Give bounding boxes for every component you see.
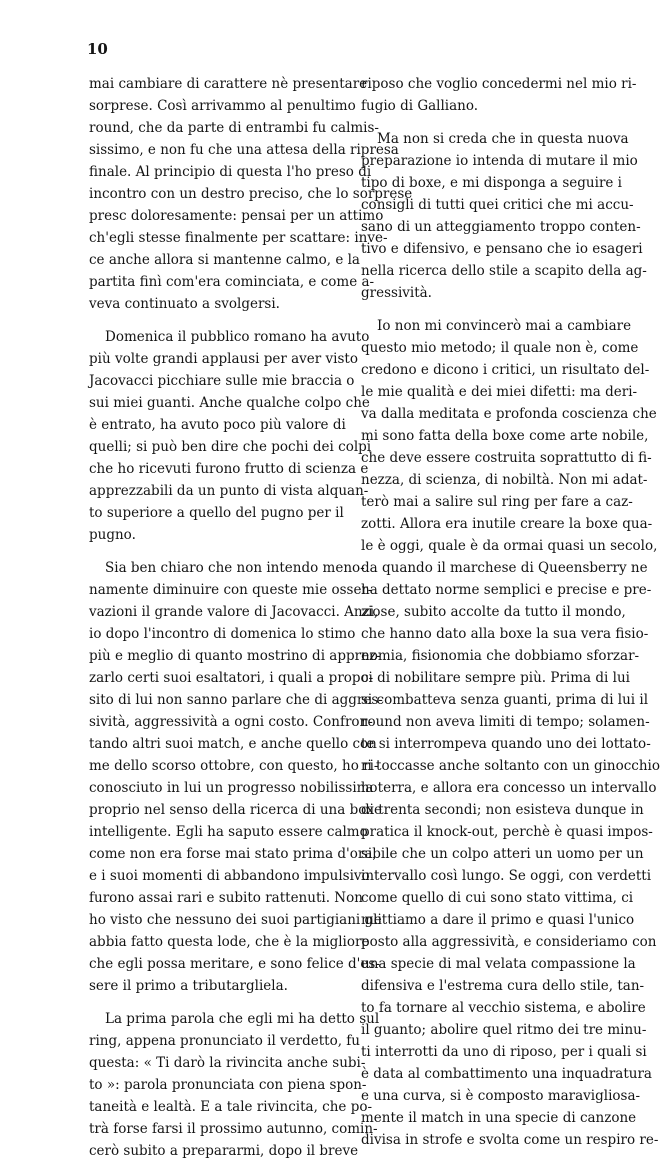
text-line: ho visto che nessuno dei suoi partigiani gli <box>89 912 382 928</box>
text-line: posto alla aggressività, e consideriamo con <box>361 934 657 950</box>
text-line: tando altri suoi match, e anche quello con <box>89 736 377 752</box>
text-line: pugno. <box>89 527 136 543</box>
text-line: intervallo così lungo. Se oggi, con verdetti <box>361 868 652 884</box>
text-line: sito di lui non sanno parlare che di aggres- <box>89 692 383 708</box>
text-line: come non era forse mai stato prima d'ora, <box>89 846 377 862</box>
text-line: finale. Al principio di questa l'ho preso di <box>89 164 372 180</box>
text-line: e i suoi momenti di abbandono impulsivo <box>89 868 370 884</box>
text-line: più volte grandi applausi per aver visto <box>89 351 358 367</box>
text-line: Domenica il pubblico romano ha avuto <box>105 329 370 345</box>
text-line: partita finì com'era cominciata, e come a- <box>89 274 375 290</box>
paragraph-gap <box>89 546 343 557</box>
text-line: ce anche allora si mantenne calmo, e la <box>89 252 360 268</box>
text-line: credono e dicono i critici, un risultato del- <box>361 362 650 378</box>
text-line: conosciuto in lui un progresso nobilissimo <box>89 780 378 796</box>
text-line: quelli; si può ben dire che pochi dei colpi <box>89 439 372 455</box>
text-line: sere il primo a tributargliela. <box>89 978 288 994</box>
text-line: cerò subito a prepararmi, dopo il breve <box>89 1143 359 1159</box>
text-line: apprezzabili da un punto di vista alquan- <box>89 483 369 499</box>
text-line: preparazione io intenda di mutare il mio <box>361 153 638 169</box>
text-line: to »: parola pronunciata con piena spon- <box>89 1077 367 1093</box>
text-line: più e meglio di quanto mostrino di apprez- <box>89 648 381 664</box>
paragraph-gap <box>361 304 617 315</box>
text-line: ti interrotti da uno di riposo, per i quali si <box>361 1044 647 1060</box>
text-line: una specie di mal velata compassione la <box>361 956 636 972</box>
text-line: veva continuato a svolgersi. <box>89 296 280 312</box>
text-line: Io non mi convincerò mai a cambiare <box>377 318 632 334</box>
text-line: me dello scorso ottobre, con questo, ho ri- <box>89 758 379 774</box>
text-line: si combatteva senza guanti, prima di lui il <box>361 692 649 708</box>
text-line: to fa tornare al vecchio sistema, e abolire <box>361 1000 646 1016</box>
text-line: ha dettato norme semplici e precise e pre- <box>361 582 652 598</box>
page-number: 10 <box>87 40 108 58</box>
text-line: zarlo certi suoi esaltatori, i quali a propo- <box>89 670 374 686</box>
text-line: pratica il knock-out, perchè è quasi impos- <box>361 824 653 840</box>
text-line: sano di un atteggiamento troppo conten- <box>361 219 641 235</box>
text-line: tivo e difensivo, e pensano che io esageri <box>361 241 643 257</box>
text-line: zotti. Allora era inutile creare la boxe qua- <box>361 516 653 532</box>
text-line: sività, aggressività a ogni costo. Confron- <box>89 714 373 730</box>
text-line: fugio di Galliano. <box>361 98 479 114</box>
text-line: to superiore a quello del pugno per il <box>89 505 344 521</box>
text-line: Jacovacci picchiare sulle mie braccia o <box>89 373 355 389</box>
paragraph <box>89 557 383 997</box>
text-line: sibile che un colpo atteri un uomo per un <box>361 846 644 862</box>
paragraph <box>89 1008 380 1162</box>
text-line: vazioni il grande valore di Jacovacci. Anzi, <box>89 604 379 620</box>
text-line: La prima parola che egli mi ha detto sul <box>105 1011 380 1027</box>
text-line: da quando il marchese di Queensberry ne <box>361 560 648 576</box>
text-line: trà forse farsi il prossimo autunno, comin- <box>89 1121 378 1137</box>
text-line: terò mai a salire sul ring per fare a caz- <box>361 494 633 510</box>
text-line: mi sono fatta della boxe come arte nobile, <box>361 428 649 444</box>
text-line: sorprese. Così arrivammo al penultimo <box>89 98 356 114</box>
text-line: tipo di boxe, e mi disponga a seguire i <box>361 175 622 191</box>
text-line: nella ricerca dello stile a scapito della ag- <box>361 263 647 279</box>
text-line: la terra, e allora era concesso un intervallo <box>361 780 657 796</box>
text-line: intelligente. Egli ha saputo essere calmo <box>89 824 368 840</box>
text-line: ci di nobilitare sempre più. Prima di lui <box>361 670 630 686</box>
text-line: ring, appena pronunciato il verdetto, fu <box>89 1033 361 1049</box>
paragraph-gap <box>89 997 343 1008</box>
text-line: va dalla meditata e profonda coscienza che <box>361 406 657 422</box>
text-line: che ho ricevuti furono frutto di scienza e <box>89 461 369 477</box>
text-line: presc doloresamente: pensai per un attimo <box>89 208 384 224</box>
paragraph <box>361 315 660 1151</box>
text-line: le mie qualità e dei miei difetti: ma deri- <box>361 384 638 400</box>
text-line: round non aveva limiti di tempo; solamen- <box>361 714 650 730</box>
text-line: divisa in strofe e svolta come un respiro re- <box>361 1132 659 1148</box>
text-line: che egli possa meritare, e sono felice d'es- <box>89 956 380 972</box>
text-line: mettiamo a dare il primo e quasi l'unico <box>361 912 635 928</box>
text-line: questo mio metodo; il quale non è, come <box>361 340 639 356</box>
text-line: di trenta secondi; non esisteva dunque in <box>361 802 644 818</box>
text-line: come quello di cui sono stato vittima, ci <box>361 890 634 906</box>
text-line: taneità e lealtà. E a tale rivincita, che po- <box>89 1099 373 1115</box>
text-line: è data al combattimento una inquadratura <box>361 1066 652 1082</box>
text-line: nezza, di scienza, di nobiltà. Non mi adat- <box>361 472 648 488</box>
text-line: nomia, fisionomia che dobbiamo sforzar- <box>361 648 640 664</box>
text-line: che deve essere costruita soprattutto di fi- <box>361 450 652 466</box>
text-line: te si interrompeva quando uno dei lottato- <box>361 736 651 752</box>
text-line: abbia fatto questa lode, che è la migliore <box>89 934 370 950</box>
text-line: consigli di tutti quei critici che mi accu- <box>361 197 634 213</box>
paragraph <box>361 73 637 117</box>
text-line: proprio nel senso della ricerca di una boxe <box>89 802 382 818</box>
text-line: mente il match in una specie di canzone <box>361 1110 637 1126</box>
text-line: mai cambiare di carattere nè presentare <box>89 76 368 92</box>
text-line: questa: « Ti darò la rivincita anche subi- <box>89 1055 366 1071</box>
text-line: le è oggi, quale è da ormai quasi un secolo, <box>361 538 658 554</box>
text-line: ri toccasse anche soltanto con un ginocchio <box>361 758 660 774</box>
text-line: furono assai rari e subito rattenuti. Non <box>89 890 363 906</box>
text-line: Ma non si creda che in questa nuova <box>377 131 629 147</box>
text-line: che hanno dato alla boxe la sua vera fisio- <box>361 626 649 642</box>
text-line: ziose, subito accolte da tutto il mondo, <box>361 604 626 620</box>
text-line: sissimo, e non fu che una attesa della ripresa <box>89 142 399 158</box>
paragraph <box>361 128 647 304</box>
text-line: gressività. <box>361 285 432 301</box>
text-line: riposo che voglio concedermi nel mio ri- <box>361 76 637 92</box>
text-line: e una curva, si è composto maravigliosa- <box>361 1088 641 1104</box>
paragraph <box>89 326 372 546</box>
text-line: difensiva e l'estrema cura dello stile, tan- <box>361 978 645 994</box>
text-line: è entrato, ha avuto poco più valore di <box>89 417 346 433</box>
text-line: il guanto; abolire quel ritmo dei tre minu- <box>361 1022 647 1038</box>
left-text-column <box>89 73 413 1162</box>
text-line: round, che da parte di entrambi fu calmis- <box>89 120 379 136</box>
paragraph-gap <box>89 315 343 326</box>
right-text-column <box>361 73 660 1151</box>
text-line: Sia ben chiaro che non intendo meno- <box>105 560 365 576</box>
text-line: namente diminuire con queste mie osser- <box>89 582 373 598</box>
paragraph-gap <box>361 117 617 128</box>
text-line: io dopo l'incontro di domenica lo stimo <box>89 626 356 642</box>
text-line: ch'egli stesse finalmente per scattare: inve- <box>89 230 388 246</box>
text-line: incontro con un destro preciso, che lo sorprese <box>89 186 413 202</box>
text-line: sui miei guanti. Anche qualche colpo che <box>89 395 370 411</box>
